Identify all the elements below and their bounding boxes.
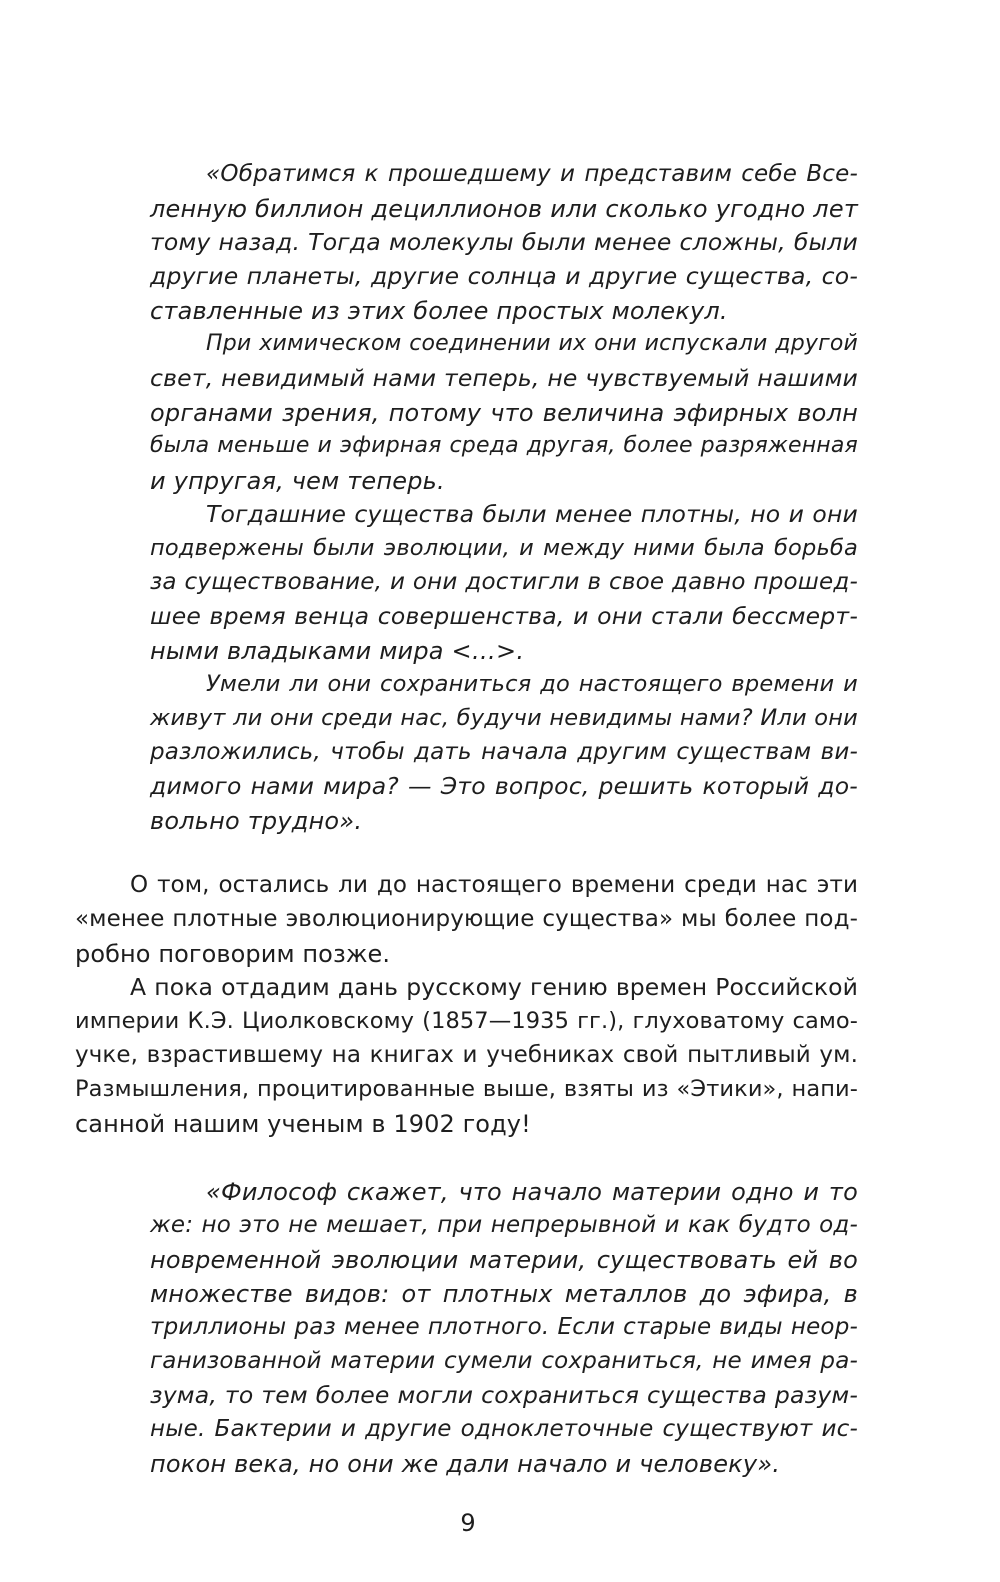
quote-line: триллионы раз менее плотного. Если старые виды неор- xyxy=(150,1314,858,1340)
quote-line: органами зрения, потому что величина эфирных волн xyxy=(150,399,858,427)
quote-line: «Философ скажет, что начало материи одно и то xyxy=(206,1178,858,1206)
quote-line: шее время венца совершенства, и они стали бессмерт- xyxy=(150,602,858,630)
quote-line: ные. Бактерии и другие одноклеточные существуют ис- xyxy=(150,1416,858,1442)
quote-line: «Обратимся к прошедшему и представим себе Все- xyxy=(206,161,858,187)
quote-line: покон века, но они же дали начало и человеку». xyxy=(150,1450,781,1478)
page-number: 9 xyxy=(460,1509,476,1537)
quote-line: другие планеты, другие солнца и другие существа, со- xyxy=(150,262,858,290)
quote-line: живут ли они среди нас, будучи невидимы нами? Или они xyxy=(150,705,858,731)
quote-line: новременной эволюции материи, существовать ей во xyxy=(150,1246,858,1274)
quote-line: свет, невидимый нами теперь, не чувствуемый нашими xyxy=(150,364,858,392)
quote-line: Тогдашние существа были менее плотны, но и они xyxy=(206,500,858,528)
quote-line: димого нами мира? — Это вопрос, решить который до- xyxy=(150,772,858,800)
quote-line: и упругая, чем теперь. xyxy=(150,467,445,495)
quote-line: При химическом соединении их они испускали другой xyxy=(206,331,858,356)
quote-line: тому назад. Тогда молекулы были менее сложны, были xyxy=(150,228,858,256)
quote-line: была меньше и эфирная среда другая, более разряженная xyxy=(150,433,858,458)
body-line: империи К.Э. Циолковскому (1857—1935 гг.), глуховатому само- xyxy=(75,1008,858,1034)
body-line: Размышления, процитированные выше, взяты из «Этики», напи- xyxy=(75,1076,858,1102)
quote-line: за существование, и они достигли в свое давно прошед- xyxy=(150,569,858,595)
quote-line: ленную биллион дециллионов или сколько угодно лет xyxy=(150,195,858,223)
quote-line: ными владыками мира <…>. xyxy=(150,637,525,665)
quote-line: подвержены были эволюции, и между ними была борьба xyxy=(150,535,858,561)
body-line: О том, остались ли до настоящего времени среди нас эти xyxy=(130,872,858,898)
body-line: робно поговорим позже. xyxy=(75,940,391,968)
quote-line: ставленные из этих более простых молекул. xyxy=(150,297,728,325)
quote-line: множестве видов: от плотных металлов до эфира, в xyxy=(150,1280,858,1308)
body-line: «менее плотные эволюционирующие существа» мы более под- xyxy=(75,906,858,932)
body-line: санной нашим ученым в 1902 году! xyxy=(75,1110,531,1138)
body-line: учке, взрастившему на книгах и учебниках свой пытливый ум. xyxy=(75,1042,858,1068)
quote-line: зума, то тем более могли сохраниться существа разум- xyxy=(150,1381,858,1409)
quote-line: же: но это не мешает, при непрерывной и как будто од- xyxy=(150,1212,858,1238)
quote-line: ганизованной материи сумели сохраниться, не имея ра- xyxy=(150,1348,858,1374)
body-line: А пока отдадим дань русскому гению времен Российской xyxy=(130,973,858,1001)
quote-line: вольно трудно». xyxy=(150,807,363,835)
quote-line: Умели ли они сохраниться до настоящего времени и xyxy=(206,671,858,697)
quote-line: разложились, чтобы дать начала другим существам ви- xyxy=(150,739,858,765)
